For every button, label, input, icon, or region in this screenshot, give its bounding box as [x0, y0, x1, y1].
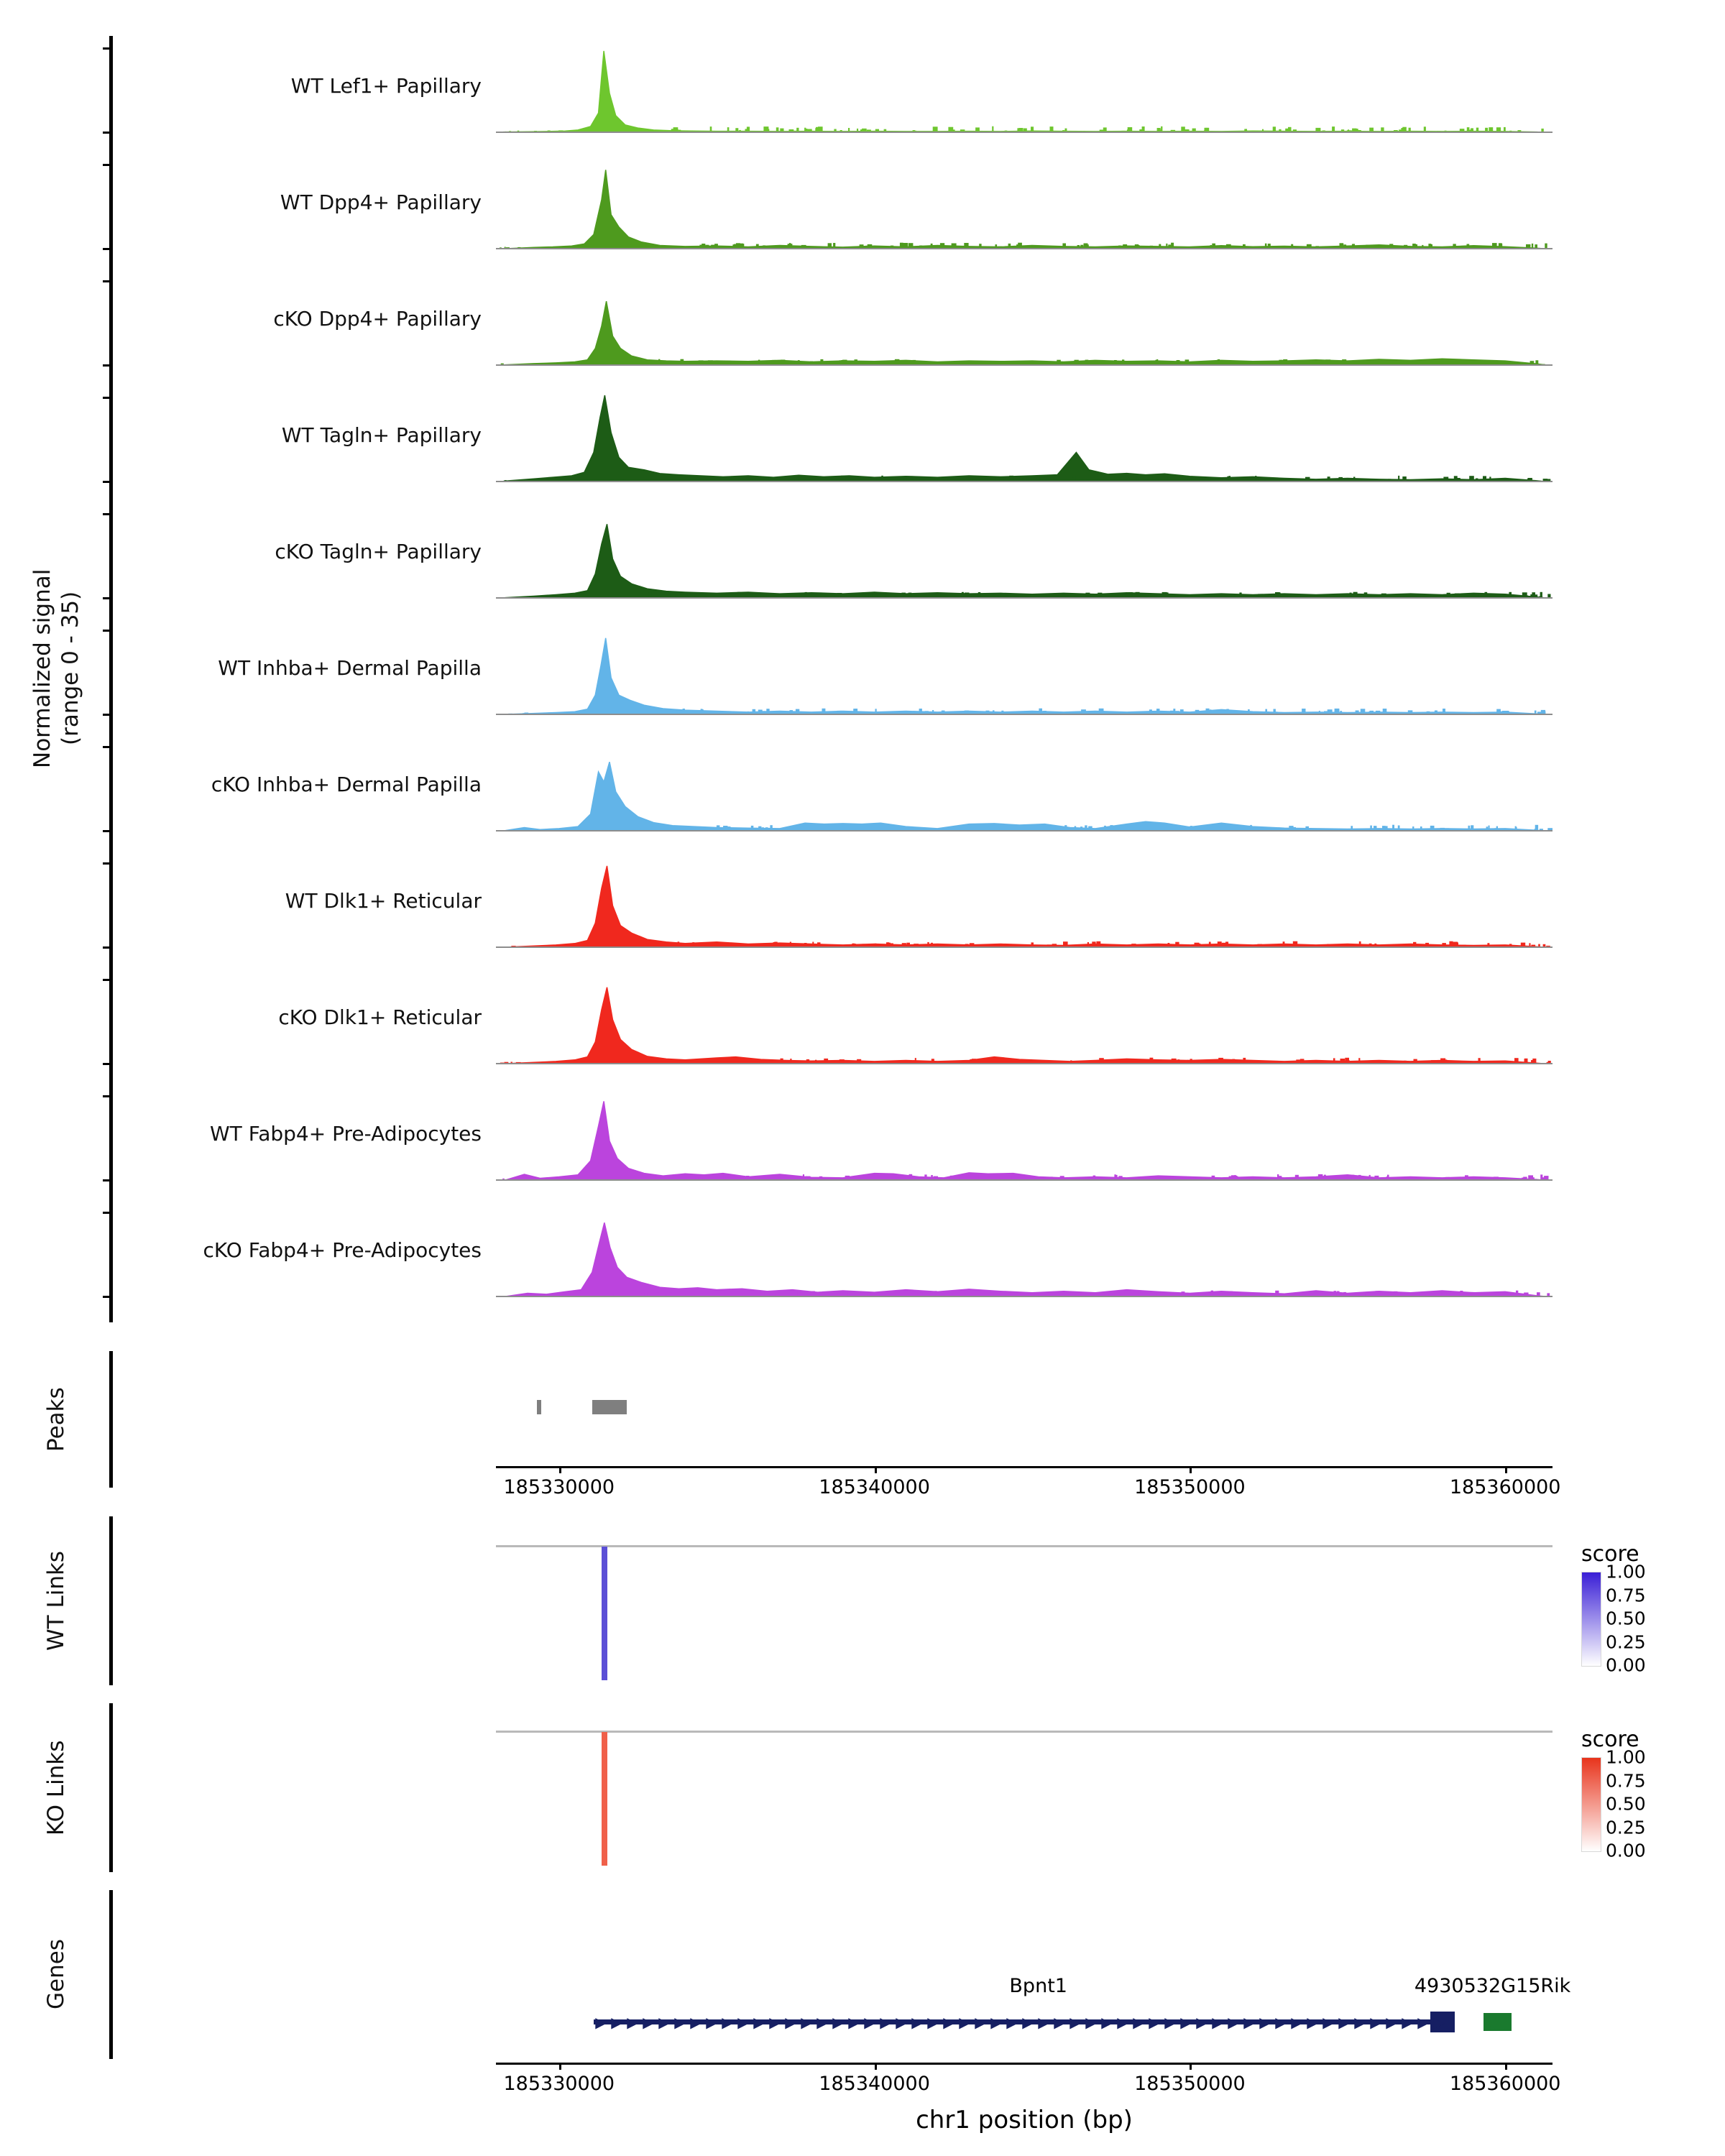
y-axis-tick [103, 1212, 113, 1214]
signal-track-label: WT Dlk1+ Reticular [285, 889, 482, 913]
gene-strand-arrow: ▶ [880, 2014, 891, 2031]
y-axis-tick [103, 1179, 113, 1181]
gene-strand-arrow: ▶ [595, 2014, 607, 2031]
gene-strand-arrow: ▶ [658, 2014, 670, 2031]
gene-strand-arrow: ▶ [1417, 2014, 1429, 2031]
x-axis-bottom [496, 2063, 1561, 2106]
signal-track-label: WT Dpp4+ Papillary [280, 190, 482, 214]
gene-strand-arrow: ▶ [1291, 2014, 1302, 2031]
wt-legend-title: score [1581, 1542, 1639, 1567]
genes-track [496, 1912, 1571, 2055]
y-axis-tick [103, 513, 113, 515]
signal-track-baseline [496, 132, 1552, 133]
signal-track-plot [496, 625, 1552, 715]
signal-track-plot [496, 742, 1552, 831]
genes-section-label: Genes [43, 1939, 69, 2010]
ko-legend-title: score [1581, 1727, 1639, 1752]
gene-strand-arrow: ▶ [674, 2014, 686, 2031]
y-axis-tick [103, 746, 113, 748]
ko-links-legend [1581, 1727, 1711, 1864]
gene-strand-arrow: ▶ [1164, 2014, 1176, 2031]
gene-strand-arrow: ▶ [1322, 2014, 1334, 2031]
legend-tick-label: 0.75 [1606, 1585, 1646, 1606]
y-axis-tick [103, 164, 113, 166]
x-axis-tick [875, 2063, 877, 2070]
ko-links-axis-spine [109, 1703, 113, 1872]
x-axis-tick-label: 185360000 [1449, 2073, 1561, 2095]
peaks-track [496, 1380, 1552, 1437]
gene-strand-arrow: ▶ [943, 2014, 954, 2031]
gene-strand-arrow: ▶ [627, 2014, 638, 2031]
y-axis-tick [103, 280, 113, 282]
y-axis-tick [103, 248, 113, 250]
signal-track-label: cKO Dlk1+ Reticular [278, 1005, 482, 1029]
gene-strand-arrow: ▶ [1433, 2014, 1445, 2031]
signal-track-label: WT Fabp4+ Pre-Adipocytes [210, 1122, 482, 1146]
y-axis-tick [103, 597, 113, 599]
x-axis-tick [1190, 1466, 1192, 1473]
signal-track [0, 1207, 1725, 1297]
gene-strand-arrow: ▶ [1101, 2014, 1113, 2031]
gene-strand-arrow: ▶ [832, 2014, 844, 2031]
signal-track [0, 975, 1725, 1064]
x-axis-tick [1505, 1466, 1507, 1473]
gene-strand-arrow: ▶ [643, 2014, 654, 2031]
y-axis-tick [103, 132, 113, 134]
gene-strand-arrow: ▶ [1212, 2014, 1223, 2031]
x-axis-tick [1190, 2063, 1192, 2070]
y-axis-tick [103, 481, 113, 483]
peaks-section-label: Peaks [43, 1387, 69, 1452]
signal-track-plot [496, 1091, 1552, 1181]
y-axis-tick [103, 630, 113, 632]
gene-strand-arrow: ▶ [911, 2014, 923, 2031]
signal-track-baseline [496, 597, 1552, 599]
gene-strand-arrow: ▶ [1022, 2014, 1034, 2031]
gene-strand-arrow: ▶ [1149, 2014, 1160, 2031]
y-axis-tick [103, 47, 113, 50]
gene-strand-arrow: ▶ [959, 2014, 970, 2031]
signal-track-baseline [496, 364, 1552, 366]
gene-strand-arrow: ▶ [753, 2014, 765, 2031]
x-axis-tick-label: 185350000 [1134, 1476, 1246, 1498]
gene-strand-arrow: ▶ [816, 2014, 828, 2031]
gene-strand-arrow: ▶ [848, 2014, 860, 2031]
gene-strand-arrow: ▶ [927, 2014, 939, 2031]
wt-links-section-label: WT Links [43, 1550, 69, 1651]
signal-track-label: cKO Inhba+ Dermal Papilla [211, 773, 482, 796]
ko-links-track [496, 1731, 1552, 1867]
signal-track-label: cKO Tagln+ Papillary [275, 540, 482, 563]
gene-strand-arrow: ▶ [1038, 2014, 1049, 2031]
ko-links-section-label: KO Links [43, 1740, 69, 1835]
peak-rect [537, 1400, 541, 1414]
gene-strand-arrow: ▶ [769, 2014, 781, 2031]
gene-strand-arrow: ▶ [1243, 2014, 1255, 2031]
signal-track [0, 625, 1725, 715]
gene-strand-arrow: ▶ [801, 2014, 812, 2031]
legend-tick-label: 0.50 [1606, 1793, 1646, 1815]
signal-track-plot [496, 858, 1552, 948]
legend-tick-label: 0.00 [1606, 1654, 1646, 1676]
gene-strand-arrow: ▶ [785, 2014, 796, 2031]
signal-track [0, 742, 1725, 831]
gene-strand-arrow: ▶ [722, 2014, 733, 2031]
legend-tick-label: 0.25 [1606, 1817, 1646, 1838]
gene-strand-arrow: ▶ [896, 2014, 907, 2031]
legend-tick-label: 1.00 [1606, 1561, 1646, 1583]
ko-legend-gradient [1581, 1757, 1601, 1852]
signal-track-baseline [496, 248, 1552, 249]
y-axis-label-line1: Normalized signal [29, 568, 55, 768]
signal-track-baseline [496, 946, 1552, 948]
peak-rect [592, 1400, 627, 1414]
signal-track [0, 858, 1725, 948]
gene-strand-arrow: ◀ [1484, 2014, 1496, 2031]
legend-tick-label: 0.25 [1606, 1631, 1646, 1652]
y-axis-tick [103, 1095, 113, 1097]
signal-track-baseline [496, 1063, 1552, 1064]
wt-links-legend [1581, 1542, 1711, 1678]
y-axis-tick [103, 830, 113, 832]
gene-strand-arrow: ▶ [1338, 2014, 1350, 2031]
y-axis-label-line2: (range 0 - 35) [57, 591, 83, 746]
gene-strand-arrow: ▶ [1370, 2014, 1381, 2031]
gene-strand-arrow: ▶ [1386, 2014, 1397, 2031]
wt-links-track [496, 1545, 1552, 1682]
gene-strand-arrow: ▶ [1085, 2014, 1097, 2031]
signal-track-plot [496, 160, 1552, 249]
gene-strand-arrow: ▶ [1307, 2014, 1318, 2031]
x-axis-tick-label: 185360000 [1449, 1476, 1561, 1498]
gene-strand-arrow: ▶ [611, 2014, 622, 2031]
y-axis-tick [103, 1063, 113, 1065]
signal-track [0, 276, 1725, 366]
gene-strand-arrow: ▶ [1402, 2014, 1413, 2031]
signal-track-baseline [496, 830, 1552, 831]
y-axis-tick [103, 714, 113, 716]
x-axis-tick [559, 1466, 561, 1473]
x-axis-tick-label: 185340000 [819, 1476, 930, 1498]
x-axis-tick [559, 2063, 561, 2070]
link-bar [602, 1732, 607, 1866]
gene-strand-arrow: ▶ [690, 2014, 702, 2031]
y-axis-tick [103, 862, 113, 865]
gene-label: Bpnt1 [1009, 1975, 1067, 1997]
gene-strand-arrow: ▶ [1228, 2014, 1239, 2031]
x-axis-tick [1505, 2063, 1507, 2070]
gene-strand-arrow: ▶ [975, 2014, 986, 2031]
signal-track [0, 1091, 1725, 1181]
gene-strand-arrow: ▶ [1259, 2014, 1271, 2031]
wt-links-axis-spine [109, 1516, 113, 1685]
x-axis-title: chr1 position (bp) [916, 2106, 1133, 2134]
gene-strand-arrow: ▶ [864, 2014, 875, 2031]
legend-tick-label: 0.00 [1606, 1840, 1646, 1861]
gene-strand-arrow: ▶ [1070, 2014, 1081, 2031]
link-bar [602, 1547, 607, 1680]
signal-track [0, 43, 1725, 133]
y-axis-tick [103, 979, 113, 981]
signal-track-plot [496, 392, 1552, 482]
legend-tick-label: 0.75 [1606, 1770, 1646, 1791]
signal-track-plot [496, 509, 1552, 599]
signal-track-plot [496, 276, 1552, 366]
signal-track-label: WT Inhba+ Dermal Papilla [218, 656, 482, 680]
gene-strand-arrow: ▶ [1133, 2014, 1144, 2031]
gene-strand-arrow: ▶ [1117, 2014, 1128, 2031]
signal-track [0, 160, 1725, 249]
signal-track-label: WT Lef1+ Papillary [290, 74, 482, 98]
signal-track-label: WT Tagln+ Papillary [281, 423, 482, 447]
signal-track-label: cKO Fabp4+ Pre-Adipocytes [203, 1238, 482, 1262]
y-axis-tick [103, 364, 113, 367]
x-axis-tick-label: 185330000 [503, 2073, 615, 2095]
y-axis-tick [103, 1296, 113, 1298]
gene-strand-arrow: ▶ [1354, 2014, 1366, 2031]
signal-track-plot [496, 43, 1552, 133]
signal-track-baseline [496, 1179, 1552, 1181]
signal-track-baseline [496, 714, 1552, 715]
x-axis-top [496, 1466, 1561, 1509]
signal-track-plot [496, 1207, 1552, 1297]
gene-strand-arrow: ▶ [990, 2014, 1002, 2031]
gene-strand-arrow: ▶ [1054, 2014, 1065, 2031]
signal-track-plot [496, 975, 1552, 1064]
signal-track [0, 392, 1725, 482]
gene-strand-arrow: ▶ [1196, 2014, 1208, 2031]
gene-strand-arrow: ▶ [1180, 2014, 1192, 2031]
signal-track-label: cKO Dpp4+ Papillary [273, 307, 482, 331]
y-axis-tick [103, 946, 113, 949]
signal-track-baseline [496, 481, 1552, 482]
signal-track [0, 509, 1725, 599]
legend-tick-label: 1.00 [1606, 1746, 1646, 1768]
genes-axis-spine [109, 1890, 113, 2059]
x-axis-tick [875, 1466, 877, 1473]
gene-strand-arrow: ▶ [737, 2014, 749, 2031]
y-axis-tick [103, 397, 113, 399]
gene-strand-arrow: ▶ [706, 2014, 717, 2031]
peaks-axis-spine [109, 1351, 113, 1488]
wt-legend-gradient [1581, 1572, 1601, 1667]
signal-track-baseline [496, 1296, 1552, 1297]
gene-strand-arrow: ▶ [1275, 2014, 1287, 2031]
legend-tick-label: 0.50 [1606, 1608, 1646, 1629]
x-axis-tick-label: 185340000 [819, 2073, 930, 2095]
gene-strand-arrow: ▶ [1006, 2014, 1018, 2031]
x-axis-tick-label: 185330000 [503, 1476, 615, 1498]
x-axis-tick-label: 185350000 [1134, 2073, 1246, 2095]
gene-label: 4930532G15Rik [1414, 1975, 1571, 1997]
